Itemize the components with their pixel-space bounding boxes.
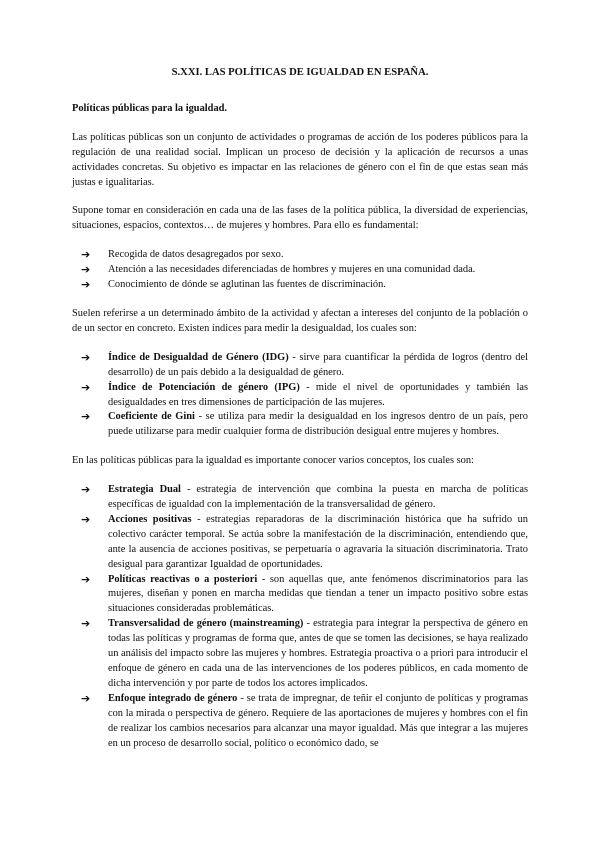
list-item — [72, 617, 528, 692]
term-label: Transversalidad de género (mainstreaming) — [108, 618, 304, 630]
list-item-text: Recogida de datos desagregados por sexo. — [108, 249, 284, 261]
document-page — [72, 66, 528, 765]
arrow-bullet-icon: ➔ — [81, 350, 91, 364]
term-description: - estrategia para integrar la perspectiva de género en todas las políticas y programas de forma que, antes de que se tomen las decisiones, se haya realizado un análisis del impacto sobre las mujeres y hombres. Estrategia proactiva o a priori para introducir el enfoque de género en cada una de las intervenciones de los poderes públicos, en cada momento de dicha intervención y por parte de todos los actores implicados. — [108, 618, 529, 689]
arrow-bullet-icon: ➔ — [81, 248, 91, 262]
term-description: - estrategia de intervención que combina la puesta en marcha de políticas específicas de igualdad con la implementación de la transversalidad de género. — [108, 484, 528, 511]
arrow-bullet-icon: ➔ — [81, 380, 91, 394]
list-item — [72, 692, 528, 752]
arrow-bullet-icon: ➔ — [81, 263, 91, 277]
paragraph-consideracion: Supone tomar en consideración en cada una de las fases de la política pública, la diversidad de experiencias, situaciones, espacios, contextos… de mujeres y hombres. Para ello es fundamental: — [72, 205, 528, 232]
list-item — [72, 351, 528, 381]
term-label: Coeficiente de Gini — [108, 411, 195, 423]
term-label: Estrategia Dual — [108, 484, 181, 496]
arrow-bullet-icon: ➔ — [81, 572, 91, 586]
term-label: Enfoque integrado de género — [108, 692, 238, 704]
arrow-bullet-icon: ➔ — [81, 410, 91, 424]
paragraph-conceptos: En las políticas públicas para la igualdad es importante conocer varios conceptos, los cuales son: — [72, 455, 474, 467]
list-item — [72, 263, 528, 278]
arrow-bullet-icon: ➔ — [81, 617, 91, 631]
list-item — [72, 483, 528, 513]
arrow-bullet-icon: ➔ — [81, 278, 91, 292]
list-indices — [72, 351, 528, 440]
list-item — [72, 573, 528, 618]
term-description: - se trata de impregnar, de teñir el conjunto de políticas y programas con la mirada o perspectiva de género. Requiere de las aportaciones de mujeres y hombres con el fin de realizar los cambios necesarios para alcanzar una mayor igualdad. Más que integrar a las mujeres en un proceso de desarrollo social, político o económico dado, se — [108, 692, 529, 749]
list-item-text: Conocimiento de dónde se aglutinan las fuentes de discriminación. — [108, 279, 386, 291]
term-label: Índice de Desigualdad de Género (IDG) — [108, 351, 289, 363]
arrow-bullet-icon: ➔ — [81, 483, 91, 497]
term-label: Acciones positivas — [108, 513, 192, 525]
list-conceptos — [72, 483, 528, 751]
section-subtitle: Políticas públicas para la igualdad. — [72, 102, 228, 114]
term-description: - mide el nivel de oportunidades y también las desigualdades en tres dimensiones de participación de las mujeres. — [108, 381, 528, 408]
paragraph-indices: Suelen referirse a un determinado ámbito de la actividad y afectan a intereses del conjunto de la población o de un sector en concreto. Existen índices para medir la desigualdad, los cuales son: — [72, 307, 528, 334]
arrow-bullet-icon: ➔ — [81, 691, 91, 705]
document-title: S.XXI. LAS POLÍTICAS DE IGUALDAD EN ESPAÑA. — [171, 67, 429, 78]
list-item — [72, 410, 528, 440]
term-description: - se utiliza para medir la desigualdad en los ingresos dentro de un país, pero puede utilizarse para medir cualquier forma de distribución desigual entre mujeres y hombres. — [108, 411, 528, 438]
term-description: - sirve para cuantificar la pérdida de logros (dentro del desarrollo) de un país debido a la desigualdad de género. — [108, 351, 528, 378]
list-item-text: Atención a las necesidades diferenciadas de hombres y mujeres en una comunidad dada. — [108, 264, 476, 276]
arrow-bullet-icon: ➔ — [81, 512, 91, 526]
paragraph-intro: Las políticas públicas son un conjunto de actividades o programas de acción de los poderes públicos para la regulación de una realidad social. Implican un proceso de decisión y la aplicación de recursos a unas actividades concretas. Su objetivo es impactar en las relaciones de género con el fin de que estas sean más justas e igualitarias. — [72, 131, 528, 188]
list-item — [72, 381, 528, 411]
term-label: Índice de Potenciación de género (IPG) — [108, 381, 300, 393]
list-item — [72, 278, 528, 293]
list-item — [72, 248, 528, 263]
term-description: - estrategias reparadoras de la discriminación histórica que ha sufrido un colectivo carácter temporal. Se actúa sobre la manifestación de la discriminación, entendiendo que, ante la ausencia de acciones positivas, se perpetuaría o agravaría la situación discriminatoria. Trato desigual para garantizar Igualdad de oportunidades. — [108, 513, 528, 570]
list-fundamental — [72, 248, 528, 293]
term-label: Políticas reactivas o a posteriori — [108, 573, 258, 585]
list-item — [72, 513, 528, 573]
term-description: - son aquellas que, ante fenómenos discriminatorios para las mujeres, diseñan y ponen en marcha medidas que tiendan a tener un impacto positivo sobre estas situaciones consideradas problemáticas. — [108, 573, 529, 615]
